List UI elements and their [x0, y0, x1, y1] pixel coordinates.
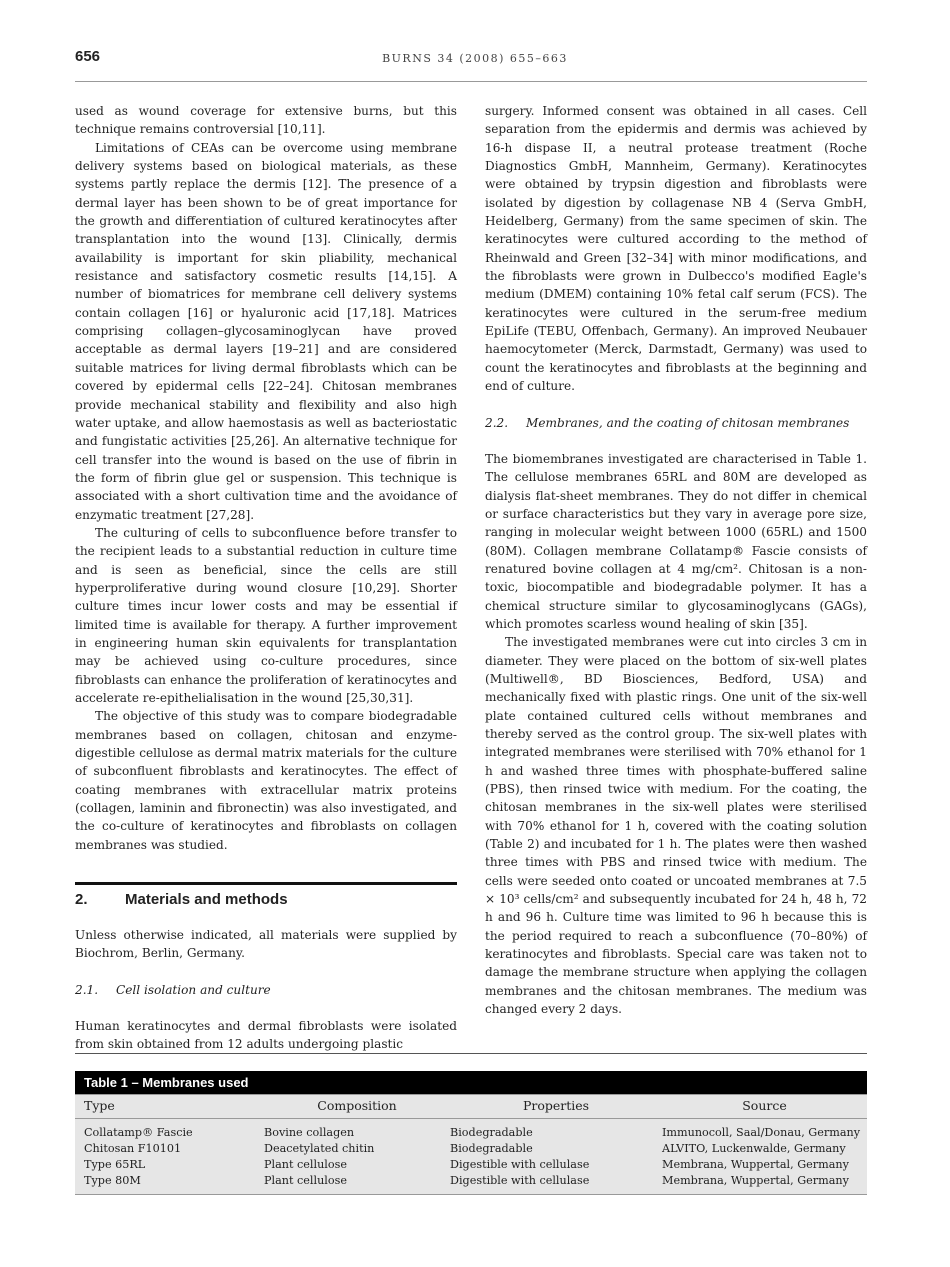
cell: Plant cellulose: [264, 1157, 450, 1173]
subsection-title: Membranes, and the coating of chitosan membranes: [526, 415, 850, 430]
header-divider: [75, 81, 867, 82]
subsection-title: Cell isolation and culture: [116, 982, 271, 997]
section-divider: [75, 882, 457, 885]
cell: ALVITO, Luckenwalde, Germany: [662, 1141, 867, 1157]
paragraph: The investigated membranes were cut into circles 3 cm in diameter. They were placed on the bottom of six-well plates (Multiwell®, BD Biosciences, Bedford, USA) and mechanically fixed with plastic rings. One unit of the six-well plate contained cultured cells without membranes and thereby served as the control group. The six-well plates with integrated membranes were sterilised with 70% ethanol for 1 h and washed three times with phosphate-buffered saline (PBS), then rinsed twice with medium. For the coating, the chitosan membranes in the six-well plates were sterilised with 70% ethanol for 1 h, covered with the coating solution (Table 2) and incubated for 1 h. The plates were then washed three times with PBS and rinsed twice with medium. The cells were seeded onto coated or uncoated membranes at 7.5 × 10³ cells/cm² and subsequently incubated for 24 h, 48 h, 72 h and 96 h. Culture time was limited to 96 h because this is the period required to reach a subconfluence (70–80%) of keratinocytes and fibroblasts. Special care was taken not to damage the membrane structure when applying the collagen membranes and the chitosan membranes. The medium was changed every 2 days.: [485, 635, 867, 1017]
cell: Type 65RL: [75, 1157, 264, 1173]
table-row: [75, 1157, 867, 1173]
running-header: BURNS 34 (2008) 655–663: [382, 52, 568, 65]
paragraph: Human keratinocytes and dermal fibroblasts were isolated from skin obtained from 12 adults undergoing plastic: [75, 1019, 457, 1052]
paragraph: The biomembranes investigated are characterised in Table 1. The cellulose membranes 65RL and 80M are developed as dialysis flat-sheet membranes. They do not differ in chemical or surface characteristics but they vary in average pore size, ranging in molecular weight between 1000 (65RL) and 1500 (80M). Collagen membrane Collatamp® Fascie consists of renatured bovine collagen at 4 mg/cm². Chitosan is a non-toxic, biocompatible and biodegradable polymer. It has a chemical structure similar to glycosaminoglycans (GAGs), which promotes scarless wound healing of skin [35].: [485, 451, 867, 631]
cell: Digestible with cellulase: [450, 1173, 662, 1195]
table-divider: [75, 1053, 867, 1054]
table-row: [75, 1119, 867, 1142]
table-row: [75, 1141, 867, 1157]
cell: Immunocoll, Saal/Donau, Germany: [662, 1119, 867, 1142]
paragraph: surgery. Informed consent was obtained in all cases. Cell separation from the epidermis and dermis was achieved by 16-h dispase II, a neutral protease treatment (Roche Diagnostics GmbH, Mannheim, Germany). Keratinocytes were obtained by trypsin digestion and fibroblasts were isolated by digestion by collagenase NB 4 (Serva GmbH, Heidelberg, Germany) from the same specimen of skin. The keratinocytes were cultured according to the method of Rheinwald and Green [32–34] with minor modifications, and the fibroblasts were grown in Dulbecco's modified Eagle's medium (DMEM) containing 10% fetal calf serum (FCS). The keratinocytes were cultured in the serum-free medium EpiLife (TEBU, Offenbach, Germany). An improved Neubauer haemocytometer (Merck, Darmstadt, Germany) was used to count the keratinocytes and fibroblasts at the beginning and end of culture.: [485, 104, 867, 394]
right-column: [485, 102, 867, 1019]
section-heading: [75, 891, 457, 908]
cell: Chitosan F10101: [75, 1141, 264, 1157]
cell: Plant cellulose: [264, 1173, 450, 1195]
cell: Bovine collagen: [264, 1119, 450, 1142]
cell: Biodegradable: [450, 1119, 662, 1142]
section-title: Materials and methods: [125, 891, 288, 909]
paragraph: Unless otherwise indicated, all materials were supplied by Biochrom, Berlin, Germany.: [75, 928, 457, 961]
paragraph: Limitations of CEAs can be overcome using membrane delivery systems based on biological materials, as these systems partly replace the dermis [12]. The presence of a dermal layer has been shown to be of great importance for the growth and differentiation of cultured keratinocytes after transplantation into the wound [13]. Clinically, dermis availability is important for skin pliability, mechanical resistance and satisfactory cosmetic results [14,15]. A number of biomatrices for membrane cell delivery systems contain collagen [16] or hyaluronic acid [17,18]. Matrices comprising collagen–glycosaminoglycan have proved acceptable as dermal layers [19–21] and are considered suitable matrices for living dermal fibroblasts which can be covered by epidermal cells [22–24]. Chitosan membranes provide mechanical stability and flexibility and also high water uptake, and allow haemostasis as well as bacteriostatic and fungistatic activities [25,26]. An alternative technique for cell transfer into the wound is based on the use of fibrin in the form of fibrin glue gel or suspension. This technique is associated with a short cultivation time and the avoidance of enzymatic treatment [27,28].: [75, 140, 457, 522]
column-header: Properties: [450, 1095, 662, 1119]
section-number: 2.: [75, 891, 88, 909]
table-caption: Table 1 – Membranes used: [75, 1071, 867, 1095]
membranes-table: [75, 1071, 867, 1195]
table-row: [75, 1173, 867, 1195]
cell: Digestible with cellulase: [450, 1157, 662, 1173]
paragraph: used as wound coverage for extensive burns, but this technique remains controversial [10,11].: [75, 104, 457, 137]
cell: Biodegradable: [450, 1141, 662, 1157]
column-header: Composition: [264, 1095, 450, 1119]
cell: Membrana, Wuppertal, Germany: [662, 1173, 867, 1195]
paragraph: The culturing of cells to subconfluence before transfer to the recipient leads to a substantial reduction in culture time and is seen as beneficial, since the cells are still hyperproliferative during wound closure [10,29]. Shorter culture times incur lower costs and may be essential if limited time is available for therapy. A further improvement in engineering human skin equivalents for transplantation may be achieved using co-culture procedures, since fibroblasts can enhance the proliferation of keratinocytes and accelerate re-epithelialisation in the wound [25,30,31].: [75, 525, 457, 705]
page-number: 656: [75, 48, 101, 65]
subsection-heading: [485, 414, 867, 432]
cell: Deacetylated chitin: [264, 1141, 450, 1157]
cell: Type 80M: [75, 1173, 264, 1195]
subsection-number: 2.1.: [75, 982, 99, 997]
left-column: [75, 102, 457, 1054]
column-header: Type: [75, 1095, 264, 1119]
paragraph: The objective of this study was to compare biodegradable membranes based on collagen, chitosan and enzyme-digestible cellulose as dermal matrix materials for the culture of subconfluent fibroblasts and keratinocytes. The effect of coating membranes with extracellular matrix proteins (collagen, laminin and fibronectin) was also investigated, and the co-culture of keratinocytes and fibroblasts on collagen membranes was studied.: [75, 709, 457, 852]
column-header: Source: [662, 1095, 867, 1119]
subsection-number: 2.2.: [485, 415, 509, 430]
subsection-heading: [75, 981, 457, 999]
cell: Collatamp® Fascie: [75, 1119, 264, 1142]
cell: Membrana, Wuppertal, Germany: [662, 1157, 867, 1173]
